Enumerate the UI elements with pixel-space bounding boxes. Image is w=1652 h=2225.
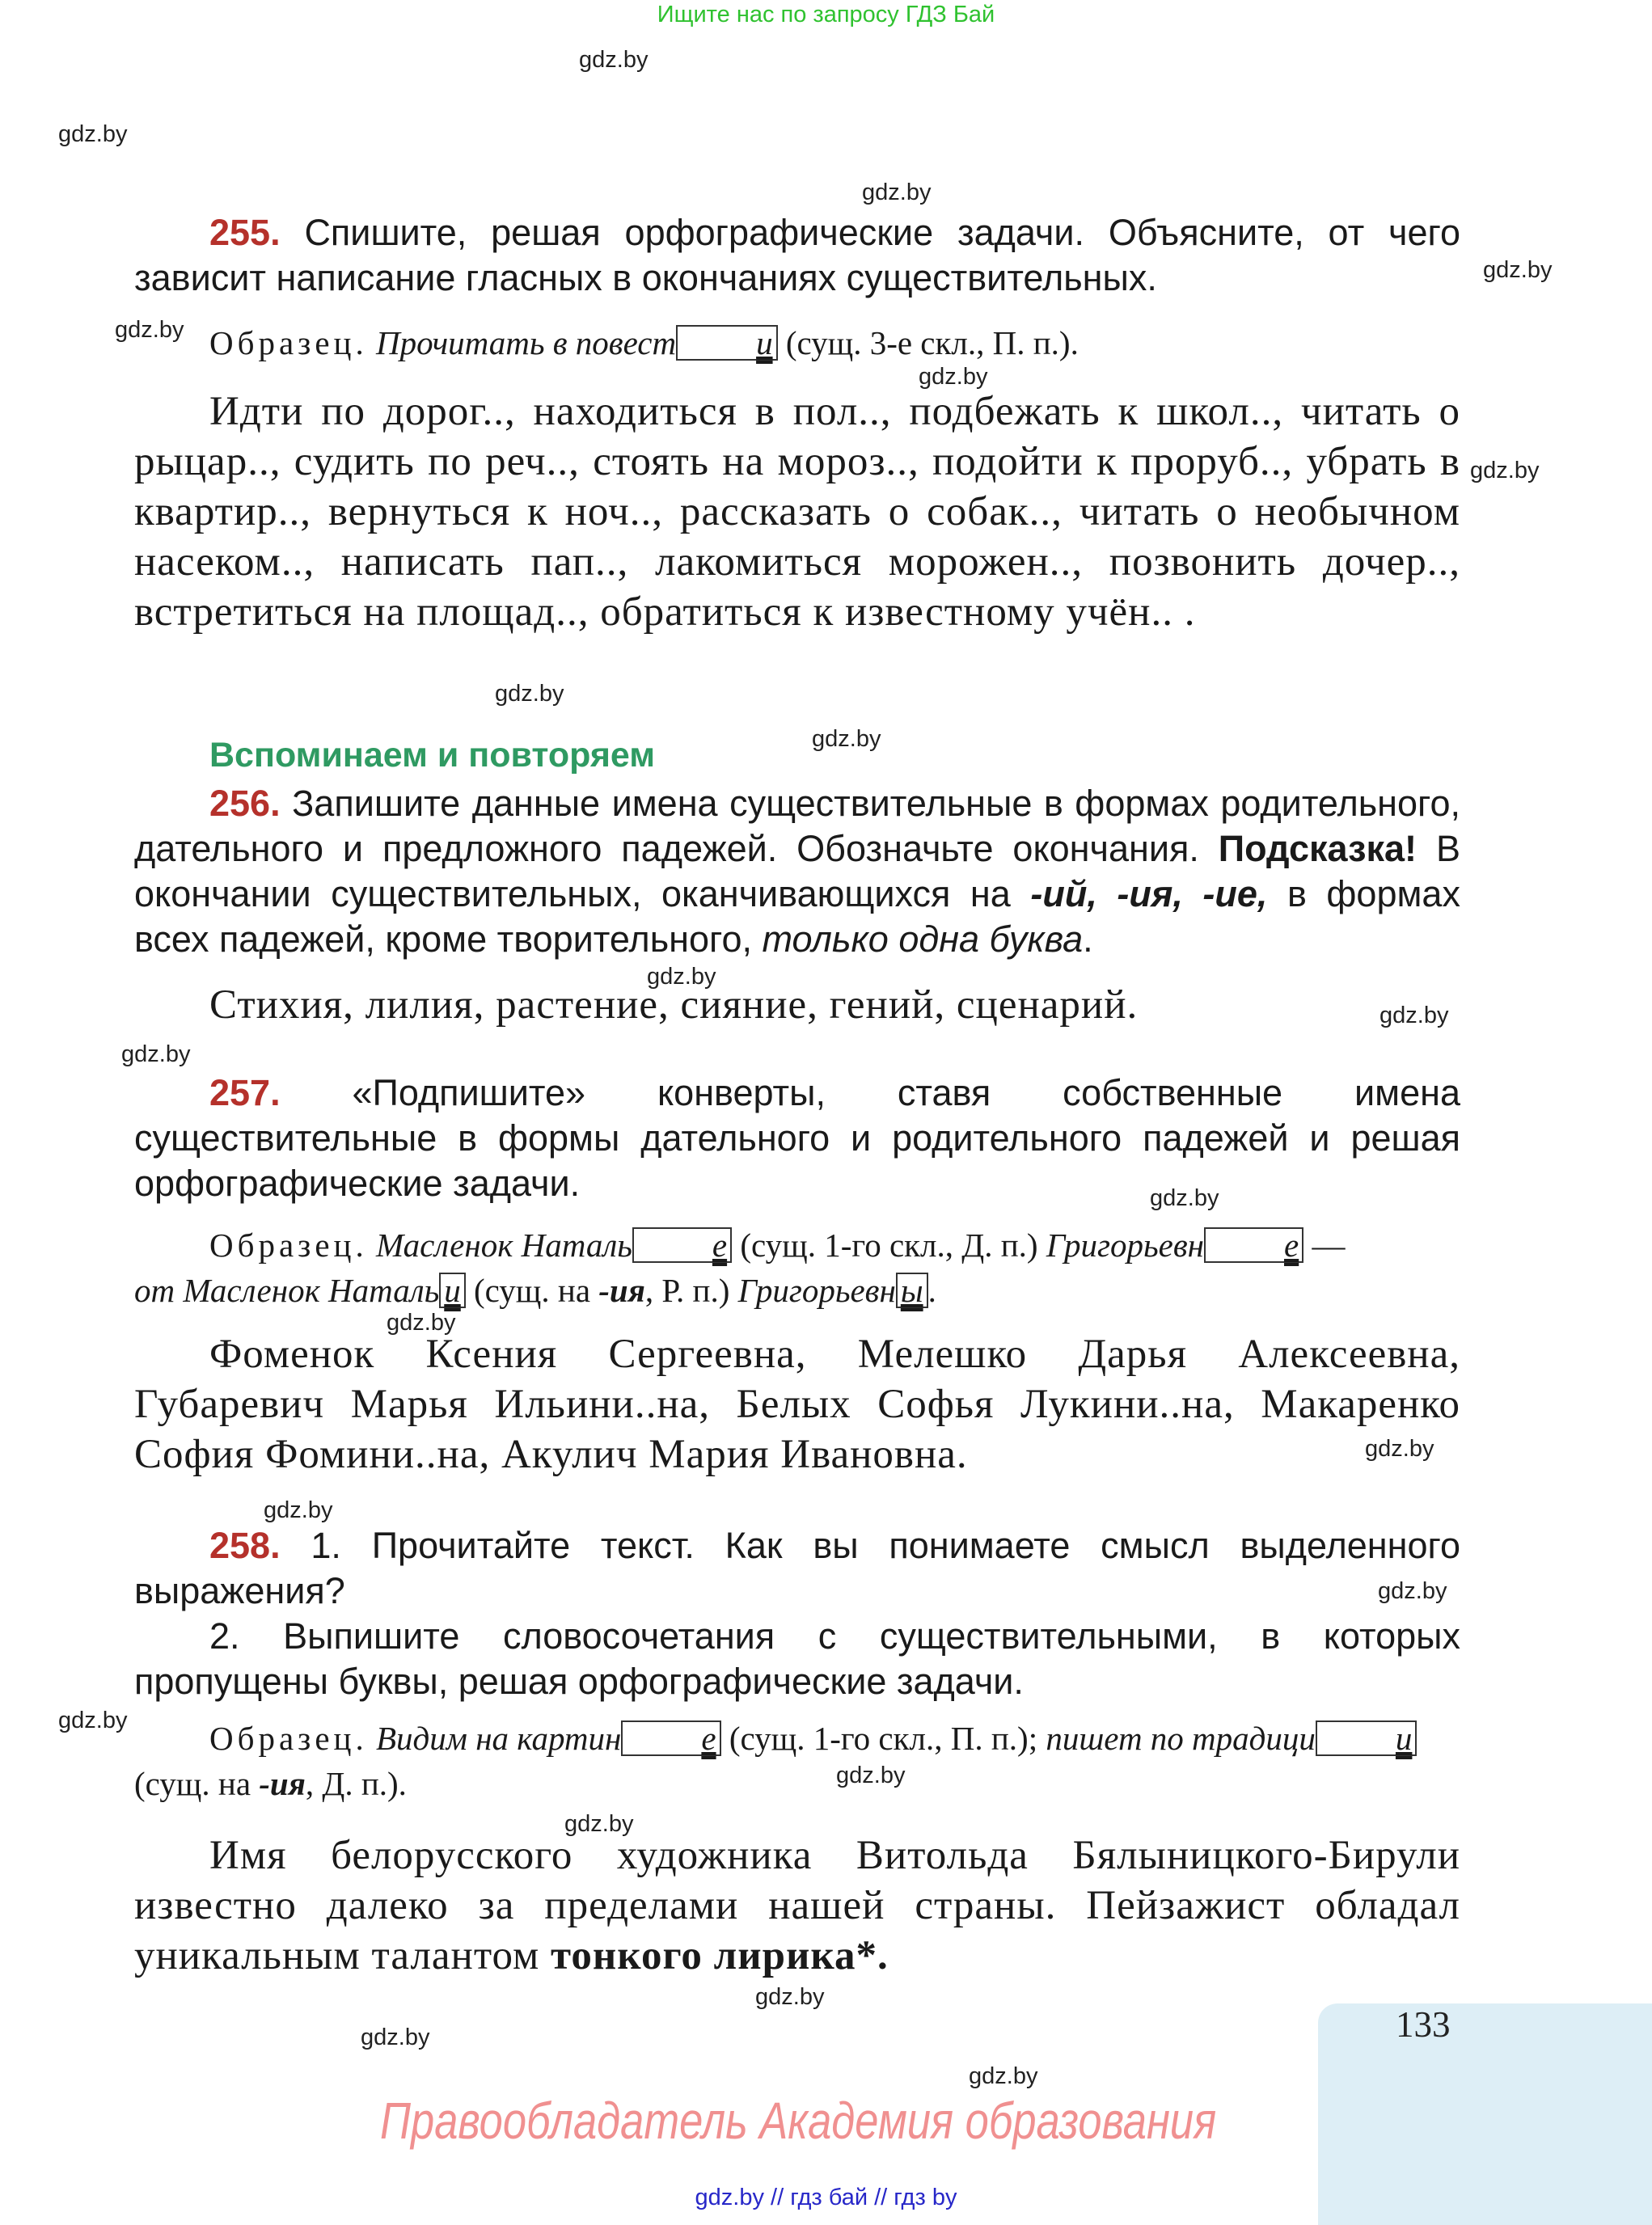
watermark: gdz.by [1365,1436,1434,1462]
watermark: gdz.by [564,1811,634,1837]
watermark: gdz.by [121,1041,191,1067]
task-256: 256. Запишите данные имена существительные в формах родительного, дательного и предложного падежей. Обозначьте окончания. Подсказка! В окончании существительных, оканчивающихся на -ий, -ия, -ие, в формах всех падежей, кроме творительного, только одна буква. [134,783,1460,960]
task-255-exercise [134,386,1460,637]
sample-word: Григорьевн [737,1272,896,1309]
sample-label: Образец. [209,1720,368,1757]
watermark: gdz.by [115,317,184,343]
task-text: Спишите, решая орфографические задачи. Объясните, от чего зависит написание гласных в окончаниях существительных. [134,212,1460,298]
ending-box: и [676,325,778,361]
ending-box: е [1204,1227,1303,1263]
exercise-text: Идти по дорог.., находиться в пол.., подбежать к школ.., читать о рыцар.., судить по реч.., стоять на мороз.., подойти к проруб.., убрать в квартир.., вернуться к ноч.., рассказать о собак.., читать о необычном насеком.., написать пап.., лакомиться морожен.., позвонить дочер.., встретиться на площад.., обратиться к известному учён.. . [134,389,1460,635]
hint-endings: -ий, -ия, [1030,873,1183,914]
task-258-sample [134,1716,1460,1806]
ending-box: е [632,1227,732,1263]
watermark: gdz.by [264,1497,333,1523]
watermark: gdz.by [755,1984,825,2010]
ending-box: ы [896,1273,928,1308]
watermark: gdz.by [647,964,716,990]
sample-word: Прочитать в повест [376,324,677,361]
watermark: gdz.by [969,2063,1038,2089]
footer-links[interactable]: gdz.by // гдз бай // гдз by [695,2185,957,2210]
watermark: gdz.by [58,1708,128,1733]
section-heading: Вспоминаем и повторяем [209,736,656,775]
watermark: gdz.by [579,47,649,73]
task-text: 2. Выпишите словосочетания с существительными, в которых пропущены буквы, решая орфографические задачи. [134,1615,1460,1702]
sample-word: от Масленок Наталь [134,1272,440,1309]
sample-label: Образец. [209,1226,368,1264]
watermark: gdz.by [1378,1578,1447,1604]
watermark: gdz.by [361,2024,430,2050]
task-257-sample: Образец. Масленок Наталь е (сущ. 1-го скл., Д. п.) Григорьевн е — от Масленок Наталь и (сущ. на -ия, Р. п.) Григорьевн ы . [134,1226,1346,1309]
watermark: gdz.by [862,179,932,205]
hint-text: В окончании существительных, оканчивающихся на [134,828,1460,914]
task-text: Запишите данные имена существительные в формах родительного, дательного и предложного падежей. Обозначьте окончания. [134,783,1460,869]
sample-word: Видим на картин [376,1720,622,1757]
sample-word: Масленок Наталь [376,1226,632,1264]
exercise-text: Фоменок Ксения Сергеевна, Мелешко Дарья Алексеевна, Губаревич Марья Ильини..на, Белых Софья Лукини..на, Макаренко София Фомини..на, Акулич Мария Ивановна. [134,1332,1460,1477]
task-number: 258. [209,1525,281,1566]
hint-endings: -ие, [1202,873,1268,914]
ending-box: и [439,1273,466,1308]
watermark: gdz.by [812,726,881,752]
task-257-names [134,1329,1460,1480]
sample-note: (сущ. 1-го скл., П. п.); [729,1720,1038,1757]
sample-word: Григорьевн [1046,1226,1205,1264]
task-255 [134,210,1460,301]
rights-holder: Правообладатель Академия образования [380,2092,1217,2150]
sample-note: (сущ. на [134,1765,251,1802]
task-256-words [134,980,1460,1030]
task-number: 257. [209,1072,281,1113]
watermark: gdz.by [1470,458,1540,483]
task-number: 255. [209,212,281,253]
sample-label: Образец. [209,324,368,361]
task-text: «Подпишите» конверты, ставя собственные имена существительные в формы дательного и родительного падежей и решая орфографические задачи. [134,1072,1460,1204]
hint-label: Подсказка! [1218,828,1418,869]
watermark: gdz.by [387,1310,456,1336]
task-text: 1. Прочитайте текст. Как вы понимаете смысл выделенного выражения? [134,1525,1460,1611]
sample-note: , Р. п.) [644,1272,730,1309]
watermark: gdz.by [1379,1003,1449,1028]
task-258 [134,1523,1460,1704]
task-255-sample [134,320,1460,365]
exercise-text: Стихия, лилия, растение, сияние, гений, сценарий. [209,982,1139,1028]
task-257 [134,1070,1460,1206]
page-number: 133 [1396,2004,1451,2045]
ending-box: е [621,1720,720,1756]
watermark: gdz.by [1150,1185,1219,1211]
highlighted-phrase: тонкого лирика*. [551,1933,889,1978]
ending-box: и [1316,1720,1418,1756]
watermark: gdz.by [1483,257,1553,283]
sample-ending: -ия [259,1765,306,1802]
watermark: gdz.by [58,121,128,147]
task-number: 256. [209,783,281,824]
task-258-reading [134,1830,1460,1981]
sample-note: (сущ. 1-го скл., Д. п.) [740,1226,1038,1264]
reading-text: Имя белорусского художника Витольда Бялыницкого-Бирули известно далеко за пределами нашей страны. Пейзажист обладал уникальным талантом [134,1833,1460,1978]
sample-dash: — [1312,1226,1346,1264]
top-banner[interactable]: Ищите нас по запросу ГДЗ Бай [657,2,995,27]
sample-note: (сущ. на [474,1272,591,1309]
hint-italic: только одна буква [762,918,1084,960]
sample-ending: -ия [598,1272,645,1309]
watermark: gdz.by [495,681,564,707]
watermark: gdz.by [836,1763,906,1788]
sample-word: пишет по традици [1046,1720,1316,1757]
watermark: gdz.by [919,364,988,390]
sample-note: , Д. п.). [305,1765,407,1802]
sample-note: (сущ. 3-е скл., П. п.). [785,324,1079,361]
hint-text: в формах всех падежей, кроме творительного, [134,873,1460,960]
